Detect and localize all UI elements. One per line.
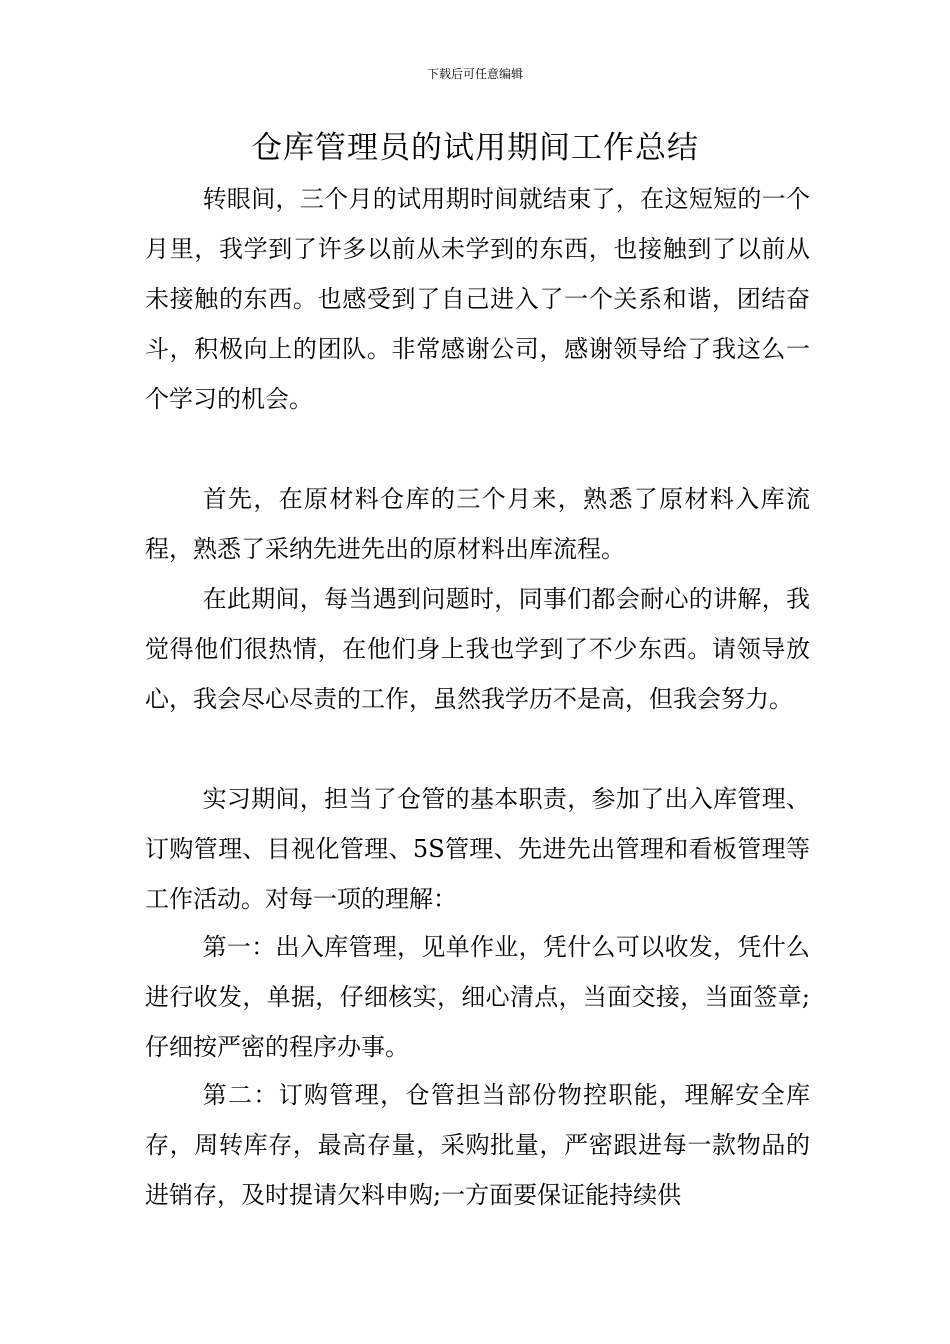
paragraph-text: 转眼间，三个月的试用期时间就结束了，在这短短的一个月里，我学到了许多以前从未学到的东西，也接触到了以前从未接触的东西。也感受到了自己进入了一个关系和谐，团结奋斗，积极向上的团队。非常感谢公司，感谢领导给了我这么一个学习的机会。 [145,185,810,413]
page-header-note: 下载后可任意编辑 [426,67,523,81]
paragraph-text: 实习期间，担当了仓管的基本职责，参加了出入库管理、订购管理、目视化管理、5S管理、先进先出管理和看板管理等工作活动。对每一项的理解： [145,785,810,913]
paragraph-duties [145,774,810,924]
paragraph-item-two [145,1070,810,1220]
paragraph-text: 首先，在原材料仓库的三个月来，熟悉了原材料入库流程，熟悉了采纳先进先出的原材料出库流程。 [145,485,810,563]
document-title: 仓库管理员的试用期间工作总结 [251,130,699,166]
paragraph-text: 在此期间，每当遇到问题时，同事们都会耐心的讲解，我觉得他们很热情，在他们身上我也学到了不少东西。请领导放心，我会尽心尽责的工作，虽然我学历不是高，但我会努力。 [145,585,810,713]
paragraph-text: 第二：订购管理，仓管担当部份物控职能，理解安全库存，周转库存，最高存量，采购批量，严密跟进每一款物品的进销存，及时提请欠料申购;一方面要保证能持续供 [145,1081,810,1209]
paragraph-first [145,474,810,574]
paragraph-intro [145,174,810,424]
paragraph-text: 第一：出入库管理，见单作业，凭什么可以收发，凭什么进行收发，单据，仔细核实，细心清点，当面交接，当面签章;仔细按严密的程序办事。 [145,933,810,1061]
paragraph-colleagues [145,574,810,724]
paragraph-item-one [145,922,810,1072]
